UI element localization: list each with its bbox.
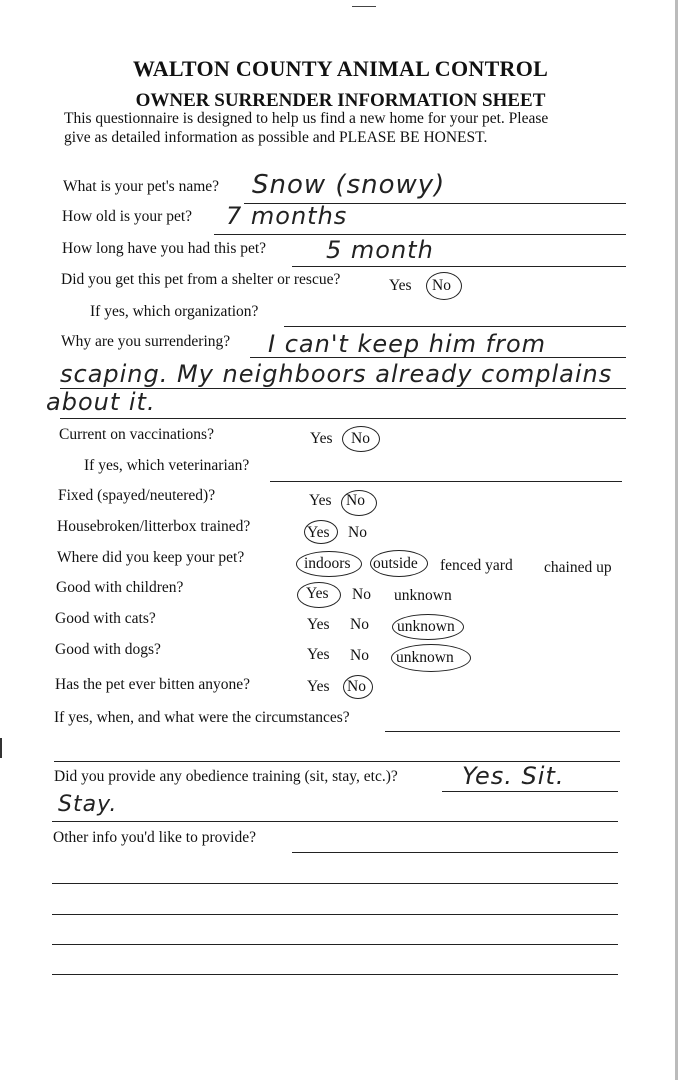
how-long-answer[interactable]: 5 month [326,236,434,264]
veterinarian-line [270,481,622,482]
bitten-no[interactable]: No [347,678,366,695]
surrender-answer-line-1[interactable]: I can't keep him from [268,330,547,358]
shelter-no-circle [426,272,462,300]
dogs-label: Good with dogs? [55,641,161,658]
veterinarian-label: If yes, which veterinarian? [84,457,250,474]
kept-outside[interactable]: outside [373,555,418,572]
pet-name-answer[interactable]: Snow (snowy) [252,170,446,200]
fixed-yes[interactable]: Yes [309,492,332,509]
dogs-yes[interactable]: Yes [307,646,330,663]
age-answer[interactable]: 7 months [226,202,348,230]
housebroken-no[interactable]: No [348,524,367,541]
organization-line [284,326,626,327]
cats-unknown-circle [392,614,464,640]
other-info-line-4 [52,944,618,945]
vaccinations-yes[interactable]: Yes [310,430,333,447]
surrender-answer-line-2[interactable]: scaping. My neighboors already complains [60,360,613,388]
vaccinations-no[interactable]: No [351,430,370,447]
intro-line-2: give as detailed information as possible and PLEASE BE HONEST. [64,129,488,146]
circumstances-label: If yes, when, and what were the circumstances? [54,709,350,726]
children-yes[interactable]: Yes [306,585,329,602]
children-unknown[interactable]: unknown [394,587,452,604]
age-label: How old is your pet? [62,208,193,225]
other-info-line-2 [52,883,618,884]
kept-chained-up[interactable]: chained up [544,559,612,576]
fixed-no-circle [341,490,377,516]
other-info-line-5 [52,974,618,975]
dogs-unknown[interactable]: unknown [396,649,454,666]
children-yes-circle [297,582,341,608]
circumstances-line-1 [385,731,620,732]
children-label: Good with children? [56,579,184,596]
cats-yes[interactable]: Yes [307,616,330,633]
surrender-label: Why are you surrendering? [61,333,231,350]
housebroken-label: Housebroken/litterbox trained? [57,518,251,535]
shelter-label: Did you get this pet from a shelter or rescue? [61,271,341,288]
how-long-label: How long have you had this pet? [62,240,267,257]
surrender-answer-line-3[interactable]: about it. [46,388,156,416]
kept-indoors-circle [296,551,362,577]
surrender-line-3 [60,418,626,419]
pet-name-label: What is your pet's name? [63,178,220,195]
cats-no[interactable]: No [350,616,369,633]
dogs-no[interactable]: No [350,647,369,664]
other-info-line-1 [292,852,618,853]
scan-right-edge [675,0,678,1080]
fixed-no[interactable]: No [346,492,365,509]
intro-line-1: This questionnaire is designed to help us find a new home for your pet. Please [64,110,549,127]
vaccinations-no-circle [342,426,380,452]
shelter-yes[interactable]: Yes [389,277,412,294]
age-line [214,234,626,235]
shelter-no[interactable]: No [432,277,451,294]
bitten-no-circle [343,675,373,699]
training-label: Did you provide any obedience training (sit, stay, etc.)? [54,768,398,785]
bitten-yes[interactable]: Yes [307,678,330,695]
scan-edge-mark [0,738,2,758]
training-answer-line-2[interactable]: Stay. [58,792,118,817]
kept-label: Where did you keep your pet? [57,549,245,566]
form-title: WALTON COUNTY ANIMAL CONTROL [132,56,549,81]
vaccinations-label: Current on vaccinations? [59,426,214,443]
form-subtitle: OWNER SURRENDER INFORMATION SHEET [135,90,546,111]
scan-top-mark [352,6,376,7]
training-line-2 [52,821,618,822]
how-long-line [292,266,626,267]
fixed-label: Fixed (spayed/neutered)? [58,487,216,504]
other-info-label: Other info you'd like to provide? [53,829,256,846]
training-answer-line-1[interactable]: Yes. Sit. [462,762,565,790]
housebroken-yes[interactable]: Yes [307,524,330,541]
bitten-label: Has the pet ever bitten anyone? [55,676,250,693]
kept-fenced-yard[interactable]: fenced yard [440,557,513,574]
dogs-unknown-circle [391,644,471,672]
cats-label: Good with cats? [55,610,156,627]
kept-outside-circle [370,550,428,577]
organization-label: If yes, which organization? [90,303,259,320]
housebroken-yes-circle [304,520,338,544]
kept-indoors[interactable]: indoors [304,555,351,572]
other-info-line-3 [52,914,618,915]
cats-unknown[interactable]: unknown [397,618,455,635]
training-line-1 [442,791,618,792]
children-no[interactable]: No [352,586,371,603]
